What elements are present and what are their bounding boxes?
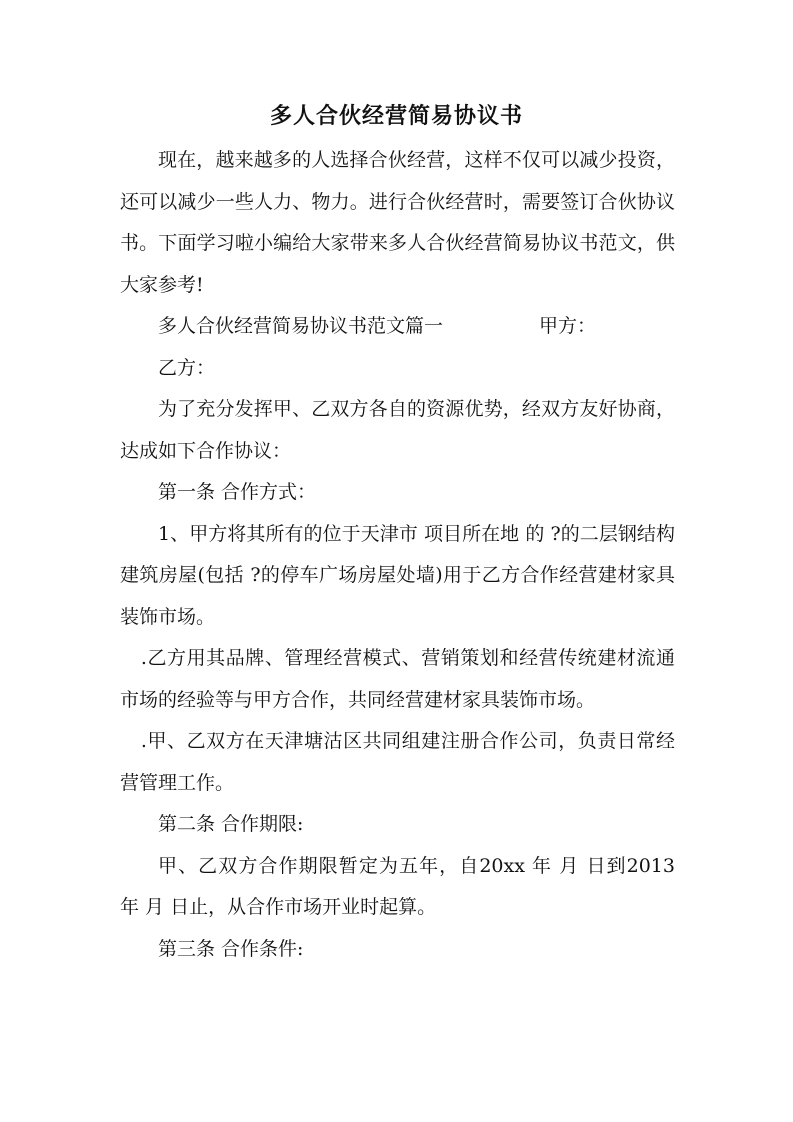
article-3-heading: 第三条 合作条件: [158,937,304,960]
article-1-clause-2: .乙方用其品牌、管理经营模式、营销策划和经营传统建材流通市场的经验等与甲方合作，共同经营建材家具装饰市场。 [120,647,675,711]
party-b-label: 乙方： [158,356,216,379]
article-2-clause: 甲、乙双方合作期限暂定为五年，自20xx 年 月 日到2013 年 月 日止，从合作市场开业时起算。 [120,854,675,918]
party-a-label: 甲方： [539,315,597,337]
document-body [120,140,675,970]
article-1-clause-3: .甲、乙双方在天津塘沽区共同组建注册合作公司，负责日常经营管理工作。 [120,730,675,794]
article-2-heading: 第二条 合作期限: [158,813,304,835]
intro-paragraph: 现在，越来越多的人选择合伙经营，这样不仅可以减少投资，还可以减少一些人力、物力。进行合伙经营时，需要签订合伙协议书。下面学习啦小编给大家带来多人合伙经营简易协议书范文，供大家参考! [120,149,675,296]
document-title: 多人合伙经营简易协议书 [269,103,523,129]
preamble-paragraph: 为了充分发挥甲、乙双方各自的资源优势，经双方友好协商，达成如下合作协议： [120,398,675,462]
section-heading-line [120,306,675,348]
article-1-heading: 第一条 合作方式： [158,481,317,503]
section-heading: 多人合伙经营简易协议书范文篇一 [158,315,444,337]
article-1-clause-1: 1、甲方将其所有的位于天津市 项目所在地 的 ?的二层钢结构建筑房屋(包括 ?的停车广场房屋处墙)用于乙方合作经营建材家具装饰市场。 [120,522,675,628]
